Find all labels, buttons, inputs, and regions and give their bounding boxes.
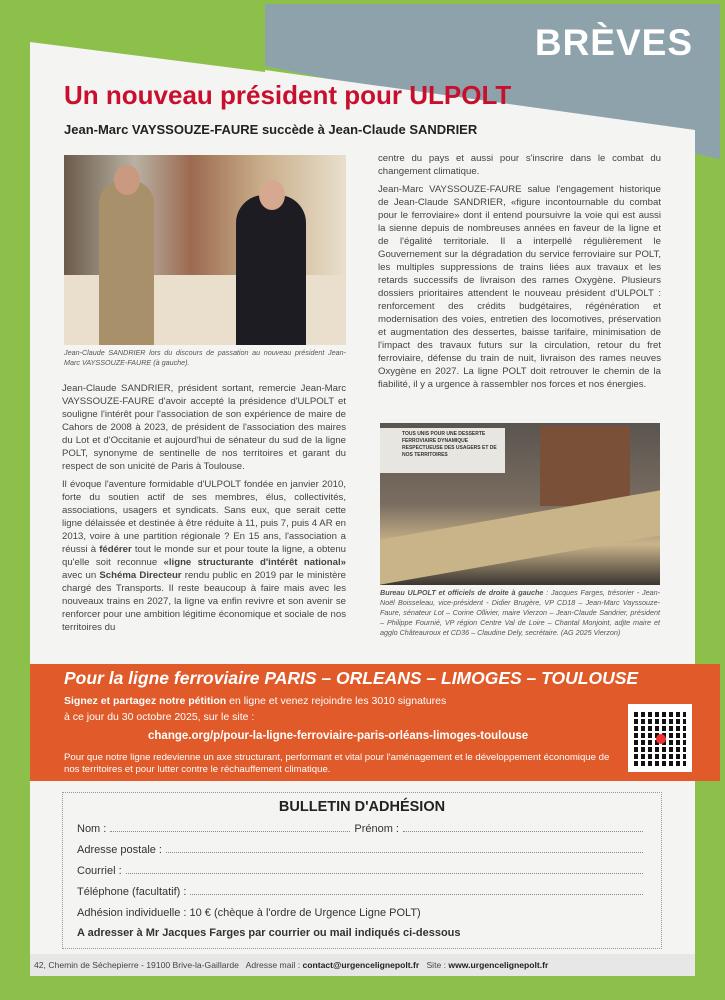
- footer-site-link[interactable]: www.urgencelignepolt.fr: [448, 960, 549, 970]
- paragraph: centre du pays et aussi pour s'inscrire dans le combat du changement climatique.: [378, 153, 661, 177]
- photo-assembly: [380, 423, 660, 585]
- prenom-field[interactable]: [403, 823, 643, 832]
- membership-form: [62, 792, 662, 949]
- paragraph: Il évoque l'aventure formidable d'ULPOLT fondée en janvier 2010, forte du soutien actif de ses membres, élus, collectivités, associations, usagers et syndicats. Sans eux, que serait cette ligne délaissée et destinée à être réduite à 11, puis 7, puis 4 AR en 2013, voire à une partition régionale ? En 15 ans, l'association a réussi à fédérer tout le monde sur et pour toute la ligne, a obtenu qu'elle soit reconnue «ligne structurante d'intérêt national» avec un Schéma Directeur rendu public en 2019 par le ministère chargé des Transports. Il reste beaucoup à faire mais avec les nouveaux trains en 2027, la ligne va enfin revivre et son avenir se renforcer pour une ambition légitime économique et sociale de nos territoires du: [62, 479, 346, 633]
- section-title: BRÈVES: [534, 22, 693, 63]
- petition-heading: Pour la ligne ferroviaire PARIS – ORLEANS – LIMOGES – TOULOUSE: [64, 668, 639, 688]
- petition-closing: Pour que notre ligne redevienne un axe structurant, performant et vital pour l'aménagement et le développement économique de nos territoires et pour lutter contre le réchauffement climatique.: [64, 752, 610, 775]
- adresse-label: Adresse postale :: [77, 844, 162, 856]
- right-column: [378, 152, 661, 396]
- telephone-label: Téléphone (facultatif) :: [77, 886, 187, 898]
- banner-sign: TOUS UNIS POUR UNE DESSERTE FERROVIAIRE DYNAMIQUE RESPECTUEUSE DES USAGERS ET DE NOS TERRITOIRES: [380, 428, 505, 473]
- left-column: [62, 382, 346, 639]
- footer-email-link[interactable]: contact@urgencelignepolt.fr: [302, 960, 420, 970]
- photo-presidents: [64, 155, 346, 345]
- mail-label: Adresse mail :: [245, 960, 301, 970]
- courriel-field[interactable]: [126, 865, 643, 874]
- paragraph: Jean-Claude SANDRIER, président sortant, remercie Jean-Marc VAYSSOUZE-FAURE d'avoir accepté la présidence d'ULPOLT et souligne l'intérêt pour l'association de son expérience de maire de Cahors de 2008 à 2023, de président de l'association des maires du Lot et d'Occitanie et aujourd'hui de sénateur du sud de la ligne POLT, synonyme de sentinelle de nos territoires et garant du respect de son unicité de Paris à Toulouse.: [62, 383, 346, 472]
- form-title: BULLETIN D'ADHÉSION: [278, 799, 446, 815]
- photo-caption: Bureau ULPOLT et officiels de droite à gauche : Jacques Farges, trésorier - Jean-Noël Boisseleau, vice-président - Didier Brugère, VP CD18 – Jean-Marc Vayssouze-Faure, sénateur Lot – Corine Ollivier, maire Vierzon – Jean-Claude Sandrier, président – Philippe Fournié, VP région Centre Val de Loire – Chantal Monjoint, adjte maire et agglo Châteauroux et CD36 – Claudine Dely, secrétaire. (AG 2025 Vierzon): [380, 588, 661, 637]
- adresser-info: A adresser à Mr Jacques Farges par courrier ou mail indiqués ci-dessous: [77, 927, 461, 939]
- adhesion-info: Adhésion individuelle : 10 € (chèque à l'ordre de Urgence Ligne POLT): [77, 907, 421, 919]
- nom-field[interactable]: [110, 823, 350, 832]
- telephone-field[interactable]: [190, 886, 643, 895]
- paragraph: Jean-Marc VAYSSOUZE-FAURE salue l'engagement historique de Jean-Claude SANDRIER, «figure incontournable du combat pour le ferroviaire» dont il entend poursuivre la voie qui est aussi la sienne depuis de nombreuses années en faveur de la ligne et de l'égalité territoriale. Il a interpellé régulièrement le Gouvernement sur la dégradation du service ferroviaire sur POLT, les multiples suppressions de trains liées aux travaux et les retards successifs de livraison des rames Oxygène. Plusieurs dossiers prioritaires attendent le nouveau président d'ULPOLT : renforcement des crédits budgétaires, régénération et modernisation des voies, entretien des locomotives, préservation et augmentation des dessertes, baisse tarifaire, minimisation de l'impact des travaux futurs sur la circulation, retour du fret ferroviaire, défense du train de nuit, livraison des rames neuves Oxygène en 2027. La ligne POLT doit retrouver le chemin de la fiabilité, il y a urgence à rassembler nos forces et nos énergies.: [378, 184, 661, 390]
- adresse-field[interactable]: [166, 844, 643, 853]
- petition-link[interactable]: change.org/p/pour-la-ligne-ferroviaire-paris-orléans-limoges-toulouse: [148, 730, 529, 742]
- footer-contact: [30, 954, 695, 976]
- article-subtitle: Jean-Marc VAYSSOUZE-FAURE succède à Jean-Claude SANDRIER: [64, 122, 478, 137]
- petition-lead: Signez et partagez notre pétition en ligne et venez rejoindre les 3010 signatures à ce jour du 30 octobre 2025, sur le site :: [64, 695, 447, 723]
- prenom-label: Prénom :: [354, 823, 399, 835]
- article-title: Un nouveau président pour ULPOLT: [64, 80, 512, 110]
- footer-address: 42, Chemin de Séchepierre - 19100 Brive-la-Gaillarde: [34, 960, 239, 970]
- qr-code-icon[interactable]: [628, 704, 692, 772]
- site-label: Site :: [426, 960, 447, 970]
- photo-caption: Jean-Claude SANDRIER lors du discours de passation au nouveau président Jean-Marc VAYSSOUZE-FAURE (à gauche).: [64, 348, 346, 367]
- nom-label: Nom :: [77, 823, 107, 835]
- petition-banner: [30, 664, 720, 781]
- courriel-label: Courriel :: [77, 865, 122, 877]
